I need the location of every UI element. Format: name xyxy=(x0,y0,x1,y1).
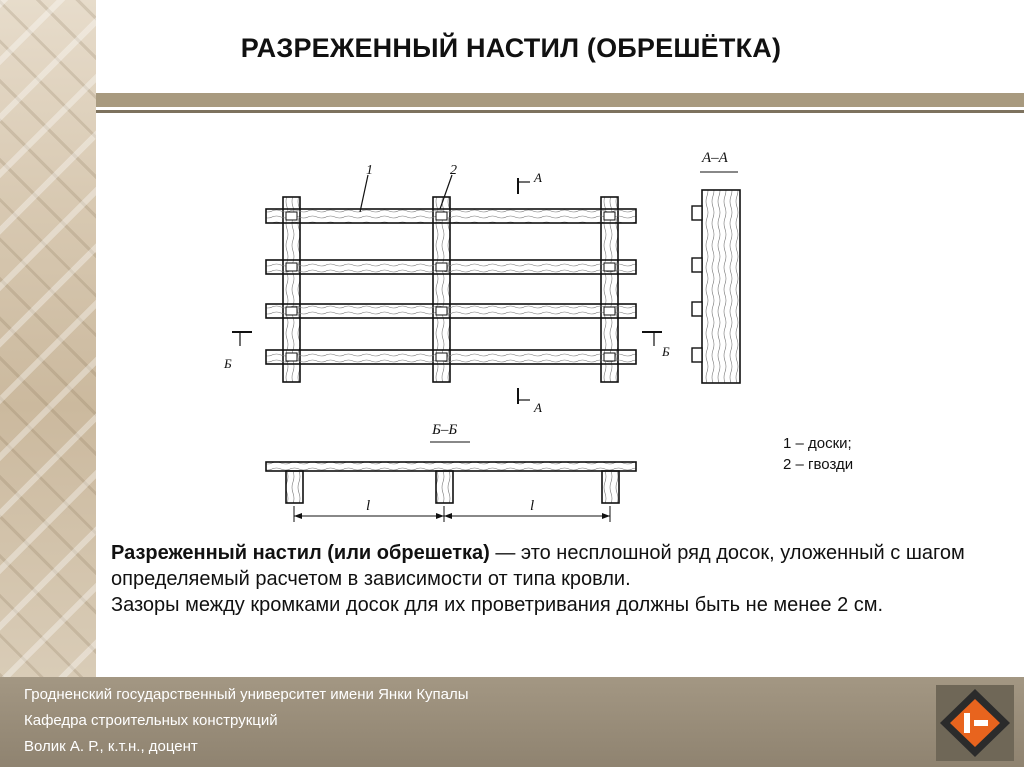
sheathing-drawing xyxy=(200,130,780,530)
description-text xyxy=(111,540,1011,618)
section-aa-label: А–А xyxy=(702,150,728,166)
callout-1-label: 1 xyxy=(366,163,373,178)
title-divider-bar xyxy=(96,93,1024,107)
legend-item-boards: 1 – доски; xyxy=(783,435,852,452)
cut-b-right-label: Б xyxy=(662,344,670,359)
callout-2-label: 2 xyxy=(450,163,457,178)
board xyxy=(266,304,636,318)
plan-boards xyxy=(266,209,636,364)
footer-author: Волик А. Р., к.т.н., доцент xyxy=(24,738,198,755)
footer-university: Гродненский государственный университет имени Янки Купалы xyxy=(24,686,469,703)
title-divider-line xyxy=(96,110,1024,113)
description-definition: — это несплошной ряд досок, уложенный с шагом определяемый расчетом в зависимости от типа кровли. xyxy=(111,542,965,590)
description-term: Разреженный настил (или обрешетка) xyxy=(111,542,490,564)
span-left-label: l xyxy=(366,498,371,514)
section-aa-view xyxy=(692,190,740,383)
university-logo-icon xyxy=(936,685,1014,761)
span-right-label: l xyxy=(530,498,535,514)
decorative-side-strip xyxy=(0,0,96,677)
section-bb-view xyxy=(266,462,636,522)
board xyxy=(266,209,636,223)
footer-department: Кафедра строительных конструкций xyxy=(24,712,278,729)
description-note: Зазоры между кромками досок для их проветривания должны быть не менее 2 см. xyxy=(111,594,884,616)
page-title: РАЗРЕЖЕННЫЙ НАСТИЛ (ОБРЕШЁТКА) xyxy=(240,32,782,63)
cut-a-bottom-label: А xyxy=(534,400,542,415)
board xyxy=(266,260,636,274)
drawing-legend xyxy=(783,433,853,475)
legend-item-nails: 2 – гвозди xyxy=(783,456,854,473)
cut-a-top-label: А xyxy=(534,170,542,185)
footer xyxy=(0,677,1024,767)
cut-b-left-label: Б xyxy=(224,356,232,371)
section-bb-label: Б–Б xyxy=(432,422,458,438)
board xyxy=(266,350,636,364)
